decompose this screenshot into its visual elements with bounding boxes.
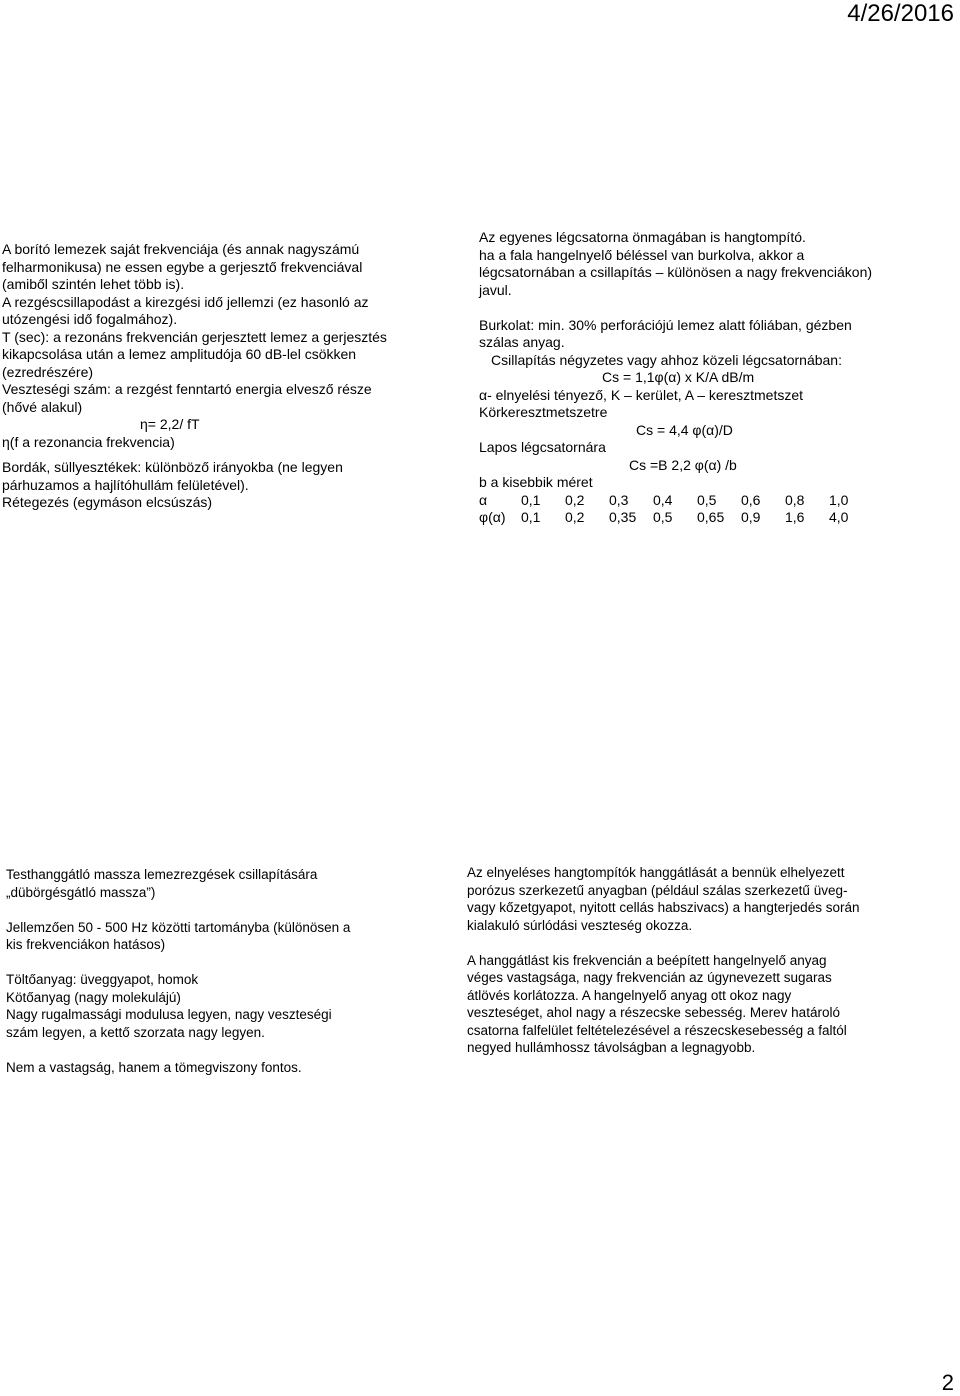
alpha-value: 0,6 <box>741 491 761 508</box>
text-line: Bordák, süllyesztékek: különböző irányokba (ne legyen <box>2 459 343 475</box>
text-line: (hővé alakul) <box>2 398 83 415</box>
text-line: légcsatornában a csillapítás – különösen a nagy frekvenciákon) <box>479 264 873 280</box>
table-row <box>479 492 873 510</box>
text-line: porózus szerkezetű anyagban (például szálas szerkezetű üveg- <box>467 882 848 898</box>
formula-note: η(f a rezonancia frekvencia) <box>2 433 175 450</box>
phi-value: 0,1 <box>521 509 541 525</box>
text-line: szám legyen, a kettő szorzata nagy legyen. <box>6 1024 265 1040</box>
text-line: felharmonikusa) ne essen egybe a gerjesztő frekvenciával <box>2 258 363 275</box>
text-line: ha a fala hangelnyelő béléssel van burkolva, akkor a <box>479 246 805 263</box>
text-line: „dübörgésgátló massza”) <box>6 884 156 900</box>
text-line: Testhanggátló massza lemezrezgések csillapítására <box>6 867 318 882</box>
text-line: párhuzamos a hajlítóhullám felületével). <box>2 476 249 493</box>
phi-value: 1,6 <box>785 509 805 525</box>
phi-label: φ(α) <box>479 509 506 525</box>
table-row <box>479 509 873 527</box>
phi-value: 0,5 <box>653 509 673 525</box>
square-duct-title: Csillapítás négyzetes vagy ahhoz közeli légcsatornában: <box>491 351 842 368</box>
page-number: 2 <box>941 1370 954 1395</box>
flat-duct-label: Lapos légcsatornára <box>479 439 606 455</box>
text-line: csatorna falfelület feltételezésével a részecskesebesség a faltól <box>467 1022 847 1038</box>
absorptive-silencer-block <box>467 864 907 1057</box>
text-line: T (sec): a rezonáns frekvencián gerjesztett lemez a gerjesztés <box>2 328 387 345</box>
flat-duct-formula: Cs =B 2,2 φ(α) /b <box>629 456 737 473</box>
text-line: Az elnyeléses hangtompítók hanggátlását a bennük elhelyezett <box>467 865 845 880</box>
text-line: Burkolat: min. 30% perforációjú lemez alatt fóliában, gézben <box>479 316 852 333</box>
alpha-value: 1,0 <box>829 491 849 508</box>
loss-factor-formula: η= 2,2/ fT <box>140 416 200 432</box>
text-line: átlövés korlátozza. A hangelnyelő anyag ott okoz nagy <box>467 987 792 1003</box>
alpha-value: 0,1 <box>521 491 541 508</box>
text-line: Nem a vastagság, hanem a tömegviszony fontos. <box>6 1059 302 1075</box>
text-line: kikapcsolása után a lemez amplitudója 60 dB-lel csökken <box>2 346 357 362</box>
duct-attenuation-block <box>479 229 879 527</box>
text-line: véges vastagsága, nagy frekvencián az úgynevezett sugaras <box>467 970 832 985</box>
text-line: (ezredrészére) <box>2 363 94 380</box>
text-line: A borító lemezek saját frekvenciája (és annak nagyszámú <box>2 241 360 257</box>
text-line: szálas anyag. <box>479 334 565 350</box>
phi-value: 4,0 <box>829 509 849 525</box>
alpha-value: 0,2 <box>565 491 585 508</box>
page-date: 4/26/2016 <box>847 0 954 27</box>
text-line: javul. <box>479 281 512 298</box>
phi-value: 0,35 <box>609 509 637 525</box>
text-line: Jellemzően 50 - 500 Hz közötti tartományba (különösen a <box>6 919 351 935</box>
resonance-text-block <box>2 241 402 512</box>
text-line: vagy kőzetgyapot, nyitott cellás habszivacs) a hangterjedés során <box>467 900 860 915</box>
text-line: veszteséget, ahol nagy a részecske sebesség. Merev határoló <box>467 1005 840 1020</box>
damping-mass-block <box>6 866 406 1076</box>
square-duct-formula: Cs = 1,1φ(α) x K/A dB/m <box>602 369 755 385</box>
text-line: Nagy rugalmassági modulusa legyen, nagy veszteségi <box>6 1007 332 1022</box>
alpha-value: 0,5 <box>697 491 717 508</box>
text-line: negyed hullámhossz távolságban a legnagyobb. <box>467 1040 756 1055</box>
text-line: kis frekvenciákon hatásos) <box>6 937 166 952</box>
alpha-value: 0,3 <box>609 491 629 508</box>
text-line: Töltőanyag: üveggyapot, homok <box>6 972 199 987</box>
text-line: kialakuló súrlódási veszteség okozza. <box>467 917 693 933</box>
symbol-definitions: α- elnyelési tényező, K – kerület, A – keresztmetszet <box>479 386 804 403</box>
text-line: Veszteségi szám: a rezgést fenntartó energia elvesző része <box>2 381 372 397</box>
alpha-value: 0,8 <box>785 491 805 508</box>
phi-value: 0,65 <box>697 509 725 525</box>
text-line: Kötőanyag (nagy molekulájú) <box>6 989 181 1005</box>
round-duct-formula: Cs = 4,4 φ(α)/D <box>636 421 733 438</box>
phi-value: 0,2 <box>565 509 585 525</box>
round-duct-label: Körkeresztmetszetre <box>479 404 608 420</box>
text-line: (amiből szintén lehet több is). <box>2 276 185 292</box>
alpha-label: α <box>479 491 488 508</box>
text-line: A hanggátlást kis frekvencián a beépített hangelnyelő anyag <box>467 952 827 968</box>
alpha-value: 0,4 <box>653 491 673 508</box>
alpha-phi-table <box>479 492 873 527</box>
text-line: Rétegezés (egymáson elcsúszás) <box>2 494 213 510</box>
text-line: Az egyenes légcsatorna önmagában is hangtompító. <box>479 229 806 245</box>
b-note: b a kisebbik méret <box>479 474 593 490</box>
text-line: utózengési idő fogalmához). <box>2 311 178 327</box>
text-line: A rezgéscsillapodást a kirezgési idő jellemzi (ez hasonló az <box>2 293 369 310</box>
phi-value: 0,9 <box>741 509 761 525</box>
